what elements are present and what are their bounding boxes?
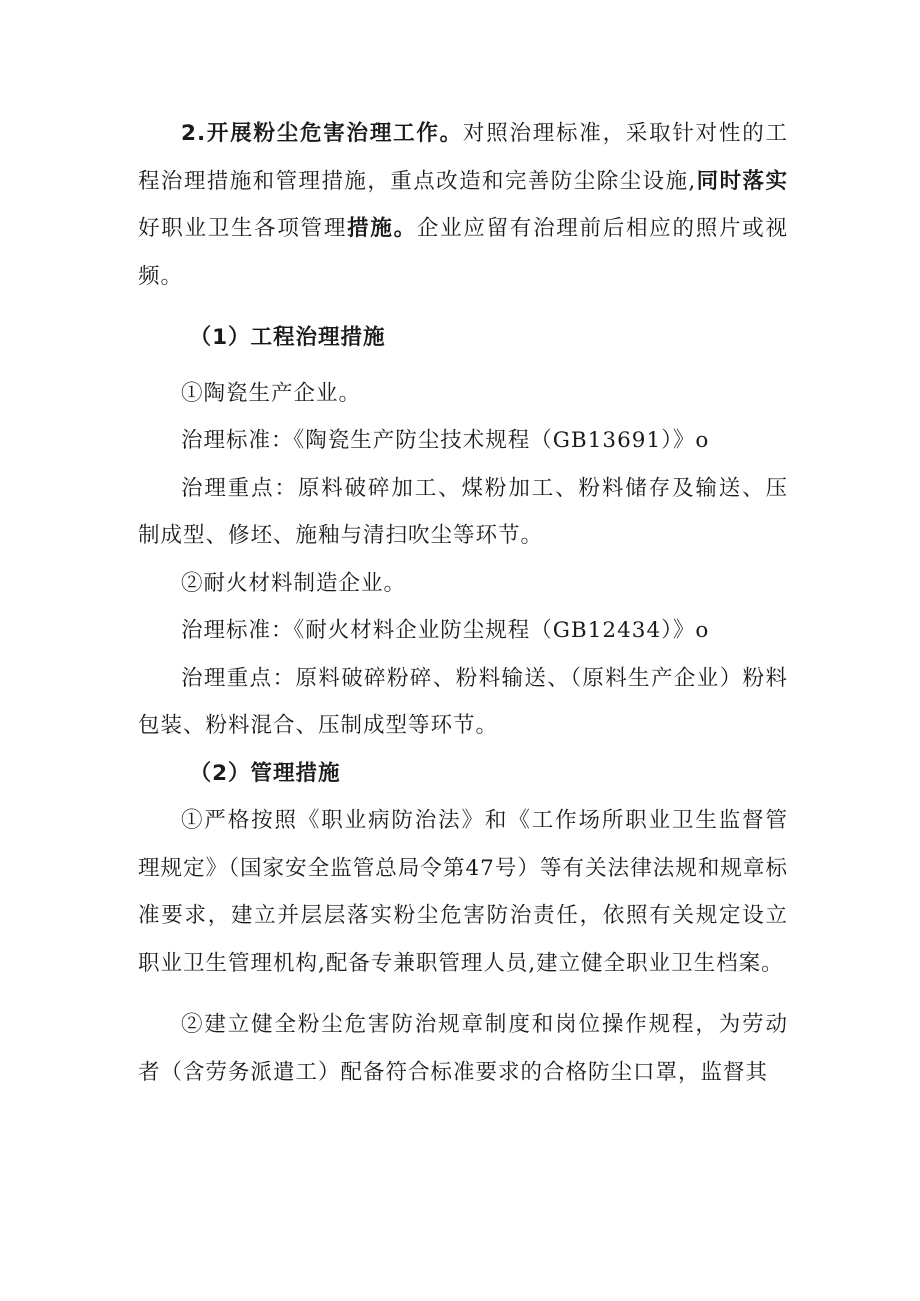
section-2-text-a: 对照治理标准，采取针对性的工程治理措施和管理措施，重点改造和完善防尘除尘设施,	[138, 121, 788, 194]
management-item-2: ②建立健全粉尘危害防治规章制度和岗位操作规程，为劳动者（含劳务派遣工）配备符合标准要求的合格防尘口罩，监督其	[138, 1012, 788, 1085]
section-2-bold-b: 同时落实	[696, 168, 788, 194]
ceramic-standard: 治理标准：《陶瓷生产防尘技术规程（GB13691）》o	[181, 428, 710, 453]
refractory-standard: 治理标准：《耐火材料企业防尘规程（GB12434）》o	[181, 618, 710, 643]
ceramic-title: ①陶瓷生产企业。	[181, 380, 362, 406]
section-2-text-c: 好职业卫生各项管理	[138, 216, 348, 241]
refractory-title: ②耐火材料制造企业。	[181, 570, 407, 596]
section-2-lead: 2.开展粉尘危害治理工作。	[181, 121, 463, 146]
management-heading: （2）管理措施	[189, 760, 341, 786]
section-2-bold-d: 措施。	[347, 216, 417, 241]
engineering-heading: （1）工程治理措施	[189, 325, 386, 350]
ceramic-focus: 治理重点：原料破碎加工、煤粉加工、粉料储存及输送、压制成型、修坯、施釉与清扫吹尘等环节。	[138, 475, 788, 548]
section-2-paragraph	[138, 110, 788, 300]
section-2-text-e: 企业应留有治理前后相应的照片或视频。	[138, 216, 788, 289]
management-item-1: ①严格按照《职业病防治法》和《工作场所职业卫生监督管理规定》（国家安全监管总局令第47号）等有关法律法规和规章标准要求，建立并层层落实粉尘危害防治责任，依照有关规定设立职业卫生管理机构,配备专兼职管理人员,建立健全职业卫生档案。	[138, 808, 788, 976]
refractory-focus: 治理重点：原料破碎粉碎、粉料输送、（原料生产企业）粉料包装、粉料混合、压制成型等环节。	[138, 665, 788, 738]
document-page	[138, 110, 788, 1096]
